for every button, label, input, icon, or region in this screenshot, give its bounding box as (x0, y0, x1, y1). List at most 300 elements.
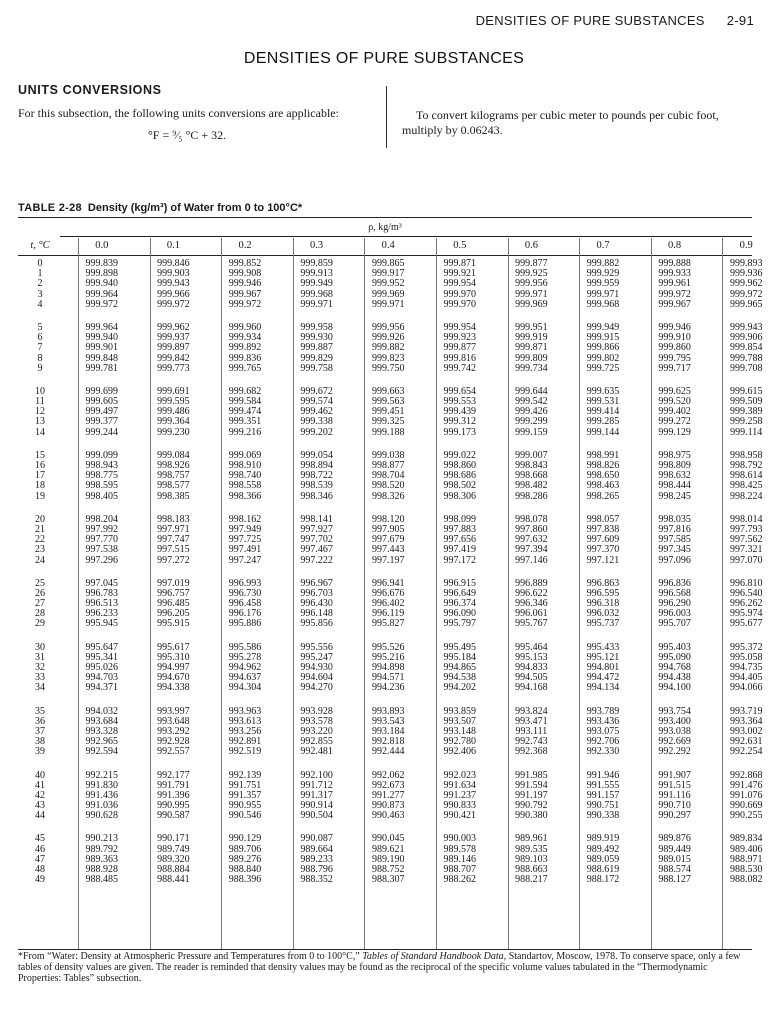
column-header: 0.3 (310, 240, 324, 251)
density-cell: 996.513 (85, 598, 119, 610)
density-cell: 992.254 (729, 746, 763, 758)
density-cell: 999.574 (300, 396, 333, 408)
density-cell: 999.968 (300, 288, 333, 300)
density-cell: 994.032 (85, 705, 119, 717)
density-cell: 994.865 (443, 662, 477, 673)
density-cell: 997.609 (586, 534, 620, 546)
density-cell: 999.809 (515, 352, 548, 364)
density-cell: 998.843 (515, 460, 548, 471)
density-cell: 988.619 (586, 864, 620, 875)
density-cell: 999.915 (586, 332, 620, 344)
header-bottom-rule (18, 255, 752, 256)
density-cell: 998.975 (658, 449, 691, 461)
density-cell: 998.926 (157, 460, 190, 471)
density-cell: 993.436 (586, 715, 620, 727)
density-cell: 988.172 (586, 874, 620, 886)
density-cell: 991.036 (85, 800, 119, 812)
density-cell: 999.542 (515, 396, 548, 408)
density-cell: 999.854 (729, 342, 763, 354)
density-cell: 991.396 (157, 789, 190, 801)
density-cell: 990.751 (586, 800, 620, 812)
density-cell: 999.929 (586, 268, 620, 280)
density-cell: 999.734 (515, 362, 548, 374)
table-row (18, 490, 763, 502)
density-cell: 994.571 (371, 672, 405, 684)
density-cell: 990.297 (658, 810, 691, 822)
density-cell: 998.877 (371, 460, 405, 471)
density-cell: 999.038 (371, 449, 405, 461)
density-cell: 999.615 (729, 385, 763, 397)
density-cell: 993.111 (515, 725, 548, 737)
temperature-cell: 40 (35, 769, 45, 781)
density-cell: 999.823 (371, 352, 405, 364)
density-cell: 993.963 (228, 705, 262, 717)
density-cell: 998.444 (658, 480, 691, 492)
density-cell: 999.921 (443, 268, 477, 280)
row-group (18, 769, 763, 822)
temperature-cell: 13 (35, 416, 45, 428)
density-cell: 998.595 (85, 480, 119, 492)
density-cell: 989.103 (515, 853, 548, 865)
density-cell: 999.717 (658, 362, 691, 374)
column-header: 0.6 (524, 240, 538, 251)
density-cell: 997.045 (85, 577, 119, 589)
density-cell: 999.958 (300, 321, 333, 333)
temperature-cell: 16 (35, 460, 45, 471)
density-cell: 990.587 (157, 810, 190, 822)
column-header: 0.9 (739, 240, 753, 251)
temperature-cell: 10 (35, 385, 45, 397)
temperature-cell: 48 (35, 864, 45, 875)
density-cell: 998.183 (157, 513, 190, 525)
density-cell: 999.933 (658, 268, 691, 280)
density-cell: 996.290 (658, 598, 691, 610)
density-cell: 994.438 (658, 672, 691, 684)
density-cell: 997.838 (586, 523, 620, 535)
density-cell: 998.943 (85, 460, 119, 471)
density-cell: 999.635 (586, 385, 620, 397)
density-cell: 990.129 (228, 833, 262, 845)
density-cell: 999.906 (729, 332, 763, 344)
density-cell: 999.682 (228, 385, 262, 397)
density-cell: 993.364 (729, 715, 763, 727)
density-cell: 999.377 (85, 416, 119, 428)
density-cell: 999.887 (300, 342, 333, 354)
density-cell: 999.968 (586, 298, 620, 310)
temperature-cell: 17 (35, 470, 45, 482)
density-cell: 998.286 (515, 490, 548, 502)
density-cell: 990.255 (729, 810, 763, 822)
density-cell: 997.467 (300, 544, 333, 556)
temperature-cell: 11 (35, 396, 45, 408)
density-cell: 988.396 (228, 874, 262, 886)
density-cell: 999.129 (658, 426, 691, 438)
density-cell: 999.816 (443, 352, 477, 364)
density-cell: 994.066 (729, 682, 763, 694)
t-header: t, °C (30, 240, 50, 251)
density-cell: 999.951 (515, 321, 548, 333)
density-cell: 996.458 (228, 598, 262, 610)
density-cell: 998.757 (157, 470, 190, 482)
density-cell: 995.617 (157, 641, 190, 653)
density-cell: 999.520 (658, 396, 691, 408)
density-cell: 999.882 (371, 342, 405, 354)
density-cell: 990.669 (729, 800, 763, 812)
density-cell: 995.856 (300, 618, 333, 630)
density-cell: 992.406 (443, 746, 477, 758)
density-cell: 993.893 (371, 705, 405, 717)
rho-rule (60, 236, 752, 237)
density-cell: 999.930 (300, 332, 333, 344)
density-cell: 999.699 (85, 385, 119, 397)
density-cell: 999.910 (658, 332, 691, 344)
density-cell: 989.535 (515, 843, 548, 855)
density-cell: 989.320 (157, 853, 190, 865)
density-cell: 998.577 (157, 480, 190, 492)
column-header: 0.0 (95, 240, 109, 251)
density-cell: 996.649 (443, 587, 477, 599)
table-row (18, 618, 763, 630)
temperature-cell: 7 (37, 342, 43, 354)
density-cell: 991.712 (300, 779, 333, 791)
density-cell: 994.898 (371, 662, 405, 673)
density-cell: 990.504 (300, 810, 333, 822)
density-cell: 995.058 (729, 651, 763, 663)
density-cell: 993.859 (443, 705, 477, 717)
density-cell: 996.863 (586, 577, 620, 589)
density-cell: 994.270 (300, 682, 333, 694)
density-cell: 994.304 (228, 682, 262, 694)
density-cell: 999.497 (85, 406, 119, 418)
column-header: 0.7 (596, 240, 610, 251)
density-cell: 999.946 (228, 278, 262, 290)
density-cell: 993.719 (729, 705, 763, 717)
density-cell: 998.463 (586, 480, 620, 492)
density-cell: 999.970 (443, 298, 477, 310)
density-cell: 989.406 (729, 843, 763, 855)
density-cell: 999.892 (228, 342, 262, 354)
density-cell: 993.789 (586, 705, 620, 717)
density-cell: 994.833 (515, 662, 548, 673)
density-cell: 992.706 (586, 736, 620, 748)
density-cell: 996.176 (228, 608, 262, 620)
density-cell: 999.230 (157, 426, 190, 438)
temperature-cell: 33 (35, 672, 45, 684)
density-cell: 994.472 (586, 672, 620, 684)
density-cell: 999.903 (157, 268, 190, 280)
density-cell: 997.515 (157, 544, 190, 556)
density-cell: 999.625 (658, 385, 691, 397)
density-cell: 999.970 (443, 288, 477, 300)
density-cell: 995.184 (443, 651, 477, 663)
row-group (18, 833, 763, 886)
density-cell: 997.247 (228, 554, 262, 566)
density-cell: 999.952 (371, 278, 405, 290)
density-cell: 997.019 (157, 577, 190, 589)
density-cell: 997.860 (515, 523, 548, 535)
density-cell: 989.190 (371, 853, 405, 865)
table-row (18, 682, 763, 694)
table-row (18, 544, 763, 556)
density-cell: 998.099 (443, 513, 477, 525)
density-cell: 990.792 (515, 800, 548, 812)
density-cell: 996.374 (443, 598, 477, 610)
density-cell: 999.364 (157, 416, 190, 428)
temperature-cell: 8 (37, 352, 43, 364)
density-cell: 996.346 (515, 598, 548, 610)
density-cell: 999.940 (85, 278, 119, 290)
density-cell: 996.148 (300, 608, 333, 620)
temperature-cell: 22 (35, 534, 45, 546)
density-cell: 999.971 (371, 298, 405, 310)
table-title: Density (kg/m³) of Water from 0 to 100°C* (87, 202, 303, 214)
density-cell: 998.520 (371, 480, 405, 492)
temperature-cell: 44 (35, 810, 45, 822)
density-cell: 999.962 (729, 278, 763, 290)
density-cell: 995.372 (729, 641, 763, 653)
density-cell: 991.634 (443, 779, 477, 791)
density-cell: 989.146 (443, 853, 477, 865)
density-cell: 993.038 (658, 725, 691, 737)
density-cell: 999.765 (228, 362, 262, 374)
density-cell: 989.449 (658, 843, 691, 855)
density-cell: 999.802 (586, 352, 620, 364)
page-number: 2-91 (726, 13, 754, 28)
density-cell: 999.848 (85, 352, 119, 364)
density-cell: 998.809 (658, 460, 691, 471)
density-cell: 997.296 (85, 554, 119, 566)
density-cell: 995.247 (300, 651, 333, 663)
density-cell: 989.578 (443, 843, 477, 855)
density-cell: 992.481 (300, 746, 333, 758)
table-row (18, 362, 763, 374)
density-cell: 995.026 (85, 662, 119, 673)
density-cell: 995.495 (443, 641, 477, 653)
density-cell: 992.868 (729, 769, 763, 781)
table-row (18, 746, 763, 758)
density-cell: 996.061 (515, 608, 548, 620)
temperature-cell: 25 (35, 577, 45, 589)
density-cell: 991.076 (729, 789, 763, 801)
temperature-cell: 27 (35, 598, 45, 610)
density-cell: 998.704 (371, 470, 405, 482)
temperature-cell: 1 (37, 268, 43, 280)
density-cell: 999.901 (85, 342, 119, 354)
density-cell: 998.482 (515, 480, 548, 492)
density-cell: 999.258 (729, 416, 763, 428)
density-cell: 992.669 (658, 736, 691, 748)
density-cell: 997.656 (443, 534, 477, 546)
density-cell: 988.840 (228, 864, 262, 875)
column-header: 0.4 (381, 240, 395, 251)
density-cell: 999.159 (515, 426, 548, 438)
density-cell: 995.945 (85, 618, 119, 630)
density-cell: 998.668 (515, 470, 548, 482)
temperature-cell: 41 (35, 779, 45, 791)
density-cell: 999.961 (658, 278, 691, 290)
density-cell: 991.946 (586, 769, 620, 781)
density-cell: 999.964 (85, 321, 119, 333)
density-cell: 996.119 (372, 608, 405, 620)
density-cell: 992.062 (371, 769, 405, 781)
temperature-cell: 37 (35, 725, 45, 737)
density-cell: 995.737 (586, 618, 620, 630)
density-cell: 988.262 (443, 874, 477, 886)
row-group (18, 577, 763, 630)
density-cell: 992.673 (371, 779, 405, 791)
density-cell: 998.224 (729, 490, 763, 502)
density-cell: 997.321 (729, 544, 763, 556)
density-cell: 996.676 (371, 587, 405, 599)
density-cell: 991.277 (371, 789, 405, 801)
density-cell: 995.827 (371, 618, 405, 630)
density-cell: 997.927 (300, 523, 333, 535)
density-cell: 991.476 (729, 779, 763, 791)
density-cell: 989.834 (729, 833, 763, 845)
density-cell: 996.233 (85, 608, 119, 620)
table-row (18, 342, 763, 354)
density-cell: 996.205 (157, 608, 190, 620)
density-cell: 991.907 (658, 769, 691, 781)
density-cell: 989.876 (658, 833, 691, 845)
density-cell: 995.341 (85, 651, 119, 663)
temperature-cell: 28 (35, 608, 45, 620)
density-cell: 993.148 (443, 725, 477, 737)
density-cell: 994.505 (515, 672, 548, 684)
density-cell: 997.070 (729, 554, 763, 566)
density-cell: 993.928 (300, 705, 333, 717)
density-cell: 997.905 (371, 523, 405, 535)
density-cell: 995.464 (515, 641, 548, 653)
density-cell: 999.531 (586, 396, 620, 408)
density-cell: 988.441 (157, 874, 190, 886)
density-cell: 989.363 (85, 853, 119, 865)
density-cell: 995.647 (85, 641, 119, 653)
density-cell: 998.539 (300, 480, 333, 492)
density-cell: 998.120 (371, 513, 405, 525)
density-cell: 997.793 (729, 523, 763, 535)
density-cell: 998.014 (729, 513, 763, 525)
column-header: 0.1 (166, 240, 180, 251)
density-cell: 993.684 (85, 715, 119, 727)
density-cell: 988.752 (371, 864, 405, 875)
section-title: UNITS CONVERSIONS (18, 83, 162, 97)
density-cell: 999.312 (443, 416, 477, 428)
density-cell: 988.082 (729, 874, 763, 886)
density-cell: 992.177 (157, 769, 190, 781)
density-cell: 996.003 (658, 608, 691, 620)
row-group (18, 449, 763, 502)
temperature-cell: 29 (35, 618, 45, 630)
density-cell: 999.965 (729, 298, 763, 310)
row-group (18, 321, 763, 374)
density-cell: 999.839 (85, 258, 119, 269)
density-cell: 999.943 (729, 321, 763, 333)
density-cell: 992.965 (85, 736, 119, 748)
density-cell: 991.317 (300, 789, 333, 801)
density-cell: 997.816 (658, 523, 691, 535)
density-cell: 997.197 (371, 554, 405, 566)
density-cell: 998.894 (300, 460, 333, 471)
density-cell: 996.485 (157, 598, 190, 610)
density-cell: 988.707 (443, 864, 477, 875)
density-cell: 992.330 (586, 746, 620, 758)
density-cell: 996.032 (586, 608, 620, 620)
density-cell: 991.985 (515, 769, 548, 781)
density-cell: 997.443 (371, 544, 405, 556)
density-cell: 988.796 (300, 864, 333, 875)
running-head (476, 13, 754, 28)
density-cell: 999.959 (586, 278, 620, 290)
density-cell: 991.116 (658, 789, 691, 801)
density-cell: 999.389 (729, 406, 763, 418)
density-cell: 997.632 (515, 534, 548, 546)
density-cell: 994.538 (443, 672, 477, 684)
density-cell: 999.946 (658, 321, 691, 333)
density-cell: 995.556 (300, 641, 333, 653)
density-cell: 999.913 (300, 268, 333, 280)
temperature-cell: 42 (35, 789, 45, 801)
density-cell: 996.889 (515, 577, 548, 589)
density-cell: 996.993 (228, 577, 262, 589)
density-cell: 993.613 (228, 715, 262, 727)
density-cell: 993.256 (228, 725, 262, 737)
density-cell: 999.923 (443, 332, 477, 344)
density-cell: 995.403 (658, 641, 691, 653)
density-cell: 999.917 (371, 268, 405, 280)
density-cell: 998.245 (658, 490, 691, 502)
density-cell: 996.318 (586, 598, 620, 610)
density-cell: 999.954 (443, 278, 477, 290)
density-cell: 994.801 (586, 662, 620, 673)
right-paragraph: To convert kilograms per cubic meter to pounds per cubic foot, multiply by 0.06243. (402, 108, 719, 137)
density-cell: 996.836 (658, 577, 691, 589)
density-cell: 989.276 (228, 853, 262, 865)
density-cell: 997.419 (443, 544, 477, 556)
density-cell: 995.586 (228, 641, 262, 653)
density-cell: 999.964 (85, 288, 119, 300)
density-cell: 999.272 (658, 416, 691, 428)
density-cell: 995.090 (658, 651, 691, 663)
temperature-cell: 34 (35, 682, 45, 694)
density-cell: 990.087 (300, 833, 333, 845)
density-cell: 997.585 (658, 534, 691, 546)
density-cell: 991.197 (515, 789, 548, 801)
density-cell: 999.934 (228, 332, 262, 344)
density-cell: 998.265 (586, 490, 620, 502)
density-cell: 993.578 (300, 715, 333, 727)
density-cell: 992.780 (443, 736, 477, 748)
column-divider (386, 86, 387, 148)
density-cell: 996.783 (85, 587, 119, 599)
density-cell: 999.897 (157, 342, 190, 354)
temperature-cell: 36 (35, 715, 45, 727)
temperature-cell: 24 (35, 554, 45, 566)
density-cell: 994.604 (300, 672, 333, 684)
temperature-cell: 23 (35, 544, 45, 556)
density-cell: 993.220 (300, 725, 333, 737)
density-cell: 996.622 (515, 587, 548, 599)
density-cell: 998.775 (85, 470, 119, 482)
density-cell: 999.188 (371, 426, 405, 438)
density-cell: 993.543 (371, 715, 405, 727)
density-cell: 996.568 (658, 587, 691, 599)
density-cell: 997.394 (515, 544, 548, 556)
density-cell: 992.855 (300, 736, 333, 748)
density-cell: 994.236 (371, 682, 405, 694)
density-cell: 992.594 (85, 746, 119, 758)
temperature-cell: 0 (37, 258, 43, 269)
